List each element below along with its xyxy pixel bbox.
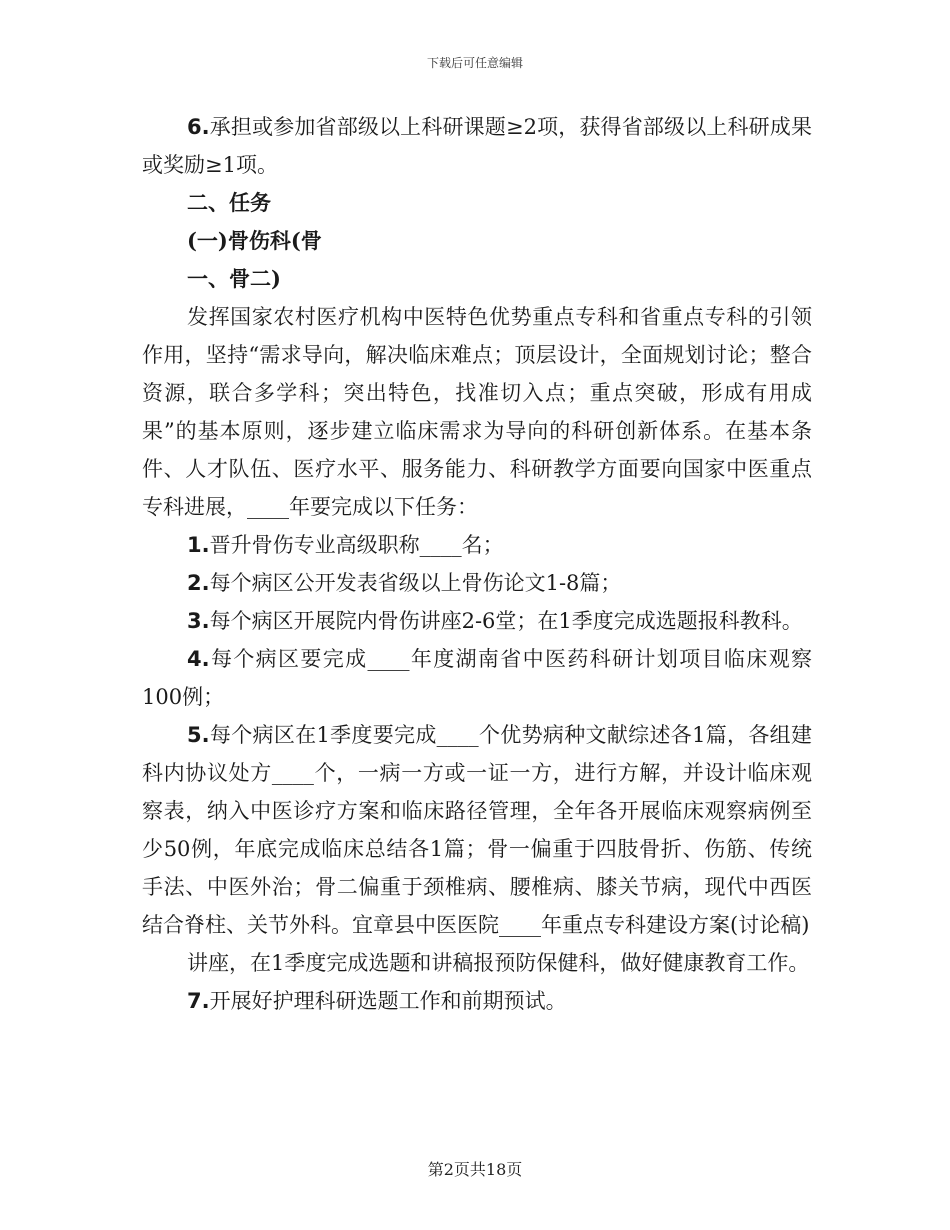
- subsection-heading-orthopedics: [142, 222, 812, 260]
- paragraph-intro: [142, 298, 812, 526]
- item-number: 4.: [187, 647, 210, 671]
- paragraph-item-1: [142, 526, 812, 564]
- paragraph-text: 每个病区要完成____年度湖南省中医药科研计划项目临床观察100例；: [142, 647, 812, 709]
- item-number: 7.: [187, 989, 210, 1013]
- heading-text: 二、任务: [187, 190, 271, 215]
- paragraph-item-7: [142, 982, 812, 1020]
- heading-text: (一)骨伤科(骨: [187, 228, 322, 253]
- item-number: 1.: [187, 533, 210, 557]
- paragraph-item-5: [142, 716, 812, 944]
- paragraph-item-3: [142, 602, 812, 640]
- item-number: 5.: [187, 723, 210, 747]
- page-header: 下载后可任意编辑: [426, 56, 523, 70]
- page-footer: 第2页共18页: [427, 1160, 523, 1179]
- paragraph-text: 开展好护理科研选题工作和前期预试。: [209, 989, 567, 1013]
- paragraph-item-4: [142, 640, 812, 716]
- document-body: [142, 108, 812, 1020]
- section-heading-tasks: [142, 184, 812, 222]
- paragraph-lecture: [142, 944, 812, 982]
- paragraph-text: 每个病区在1季度要完成____个优势病种文献综述各1篇，各组建科内协议处方____个，一病一方或一证一方，进行方解，并设计临床观察表，纳入中医诊疗方案和临床路径管理，全年各开展临床观察病例至少50例，年底完成临床总结各1篇；骨一偏重于四肢骨折、伤筋、传统手法、中医外治；骨二偏重于颈椎病、腰椎病、膝关节病，现代中西医结合脊柱、关节外科。宜章县中医医院____年重点专科建设方案(讨论稿): [142, 723, 812, 937]
- heading-text: 一、骨二): [187, 266, 281, 291]
- paragraph-text: 讲座，在1季度完成选题和讲稿报预防保健科，做好健康教育工作。: [187, 951, 810, 975]
- item-number: 6.: [187, 115, 210, 139]
- paragraph-text: 每个病区公开发表省级以上骨伤论文1-8篇；: [209, 571, 622, 595]
- subsection-heading-ortho-one-two: [142, 260, 812, 298]
- paragraph-text: 承担或参加省部级以上科研课题≥2项，获得省部级以上科研成果或奖励≥1项。: [142, 115, 812, 177]
- paragraph-item-2: [142, 564, 812, 602]
- paragraph-text: 晋升骨伤专业高级职称____名；: [209, 533, 504, 557]
- item-number: 3.: [187, 609, 210, 633]
- paragraph-item-6: [142, 108, 812, 184]
- paragraph-text: 每个病区开展院内骨伤讲座2-6堂；在1季度完成选题报科教科。: [209, 609, 803, 633]
- item-number: 2.: [187, 571, 210, 595]
- paragraph-text: 发挥国家农村医疗机构中医特色优势重点专科和省重点专科的引领作用，坚持“需求导向，解决临床难点；顶层设计，全面规划讨论；整合资源，联合多学科；突出特色，找准切入点；重点突破，形成有用成果”的基本原则，逐步建立临床需求为导向的科研创新体系。在基本条件、人才队伍、医疗水平、服务能力、科研教学方面要向国家中医重点专科进展，____年要完成以下任务：: [142, 305, 812, 519]
